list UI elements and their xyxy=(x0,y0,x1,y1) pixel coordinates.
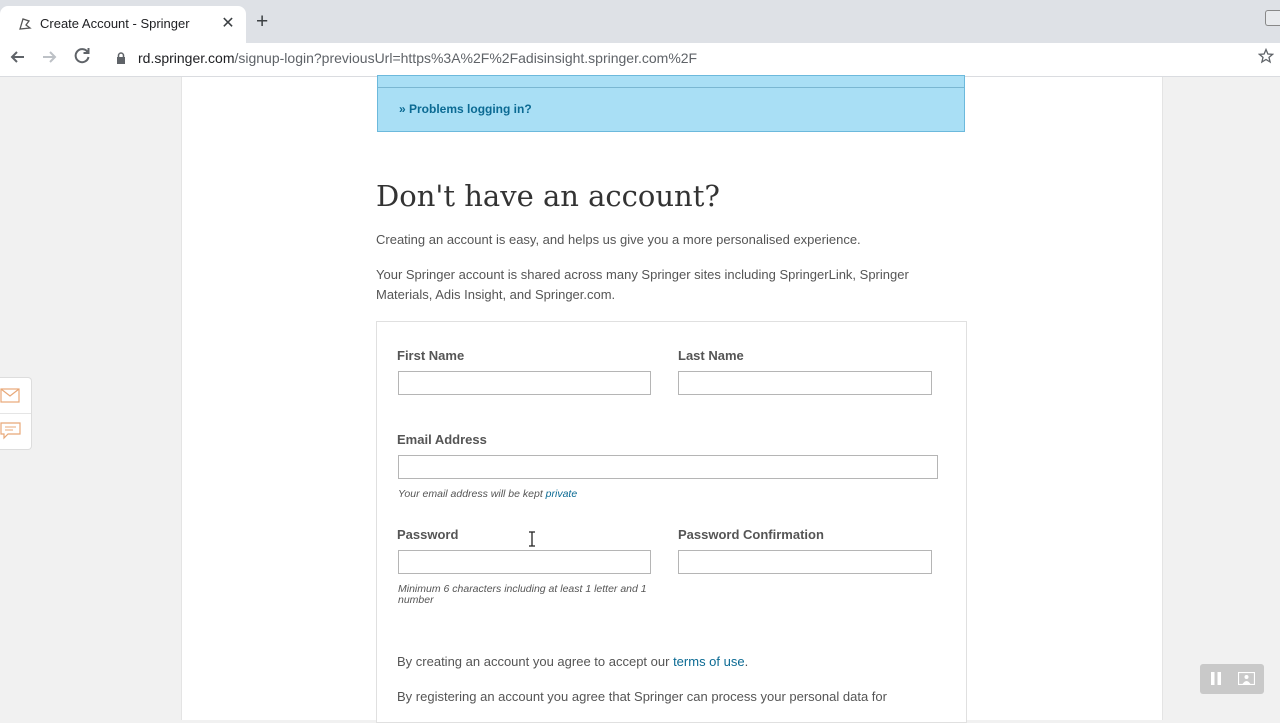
password-label: Password xyxy=(397,527,459,542)
browser-tab[interactable] xyxy=(0,6,246,43)
window-control-icon[interactable] xyxy=(1265,10,1280,26)
tab-close-button[interactable]: ✕ xyxy=(221,15,235,32)
email-label: Email Address xyxy=(397,432,487,447)
page-viewport xyxy=(0,77,1280,720)
mail-icon[interactable] xyxy=(0,388,22,404)
password-confirm-field[interactable] xyxy=(678,550,932,574)
reload-button[interactable] xyxy=(73,46,91,70)
password-field[interactable] xyxy=(398,550,651,574)
password-confirm-label: Password Confirmation xyxy=(678,527,824,542)
new-tab-button[interactable]: + xyxy=(256,10,269,33)
url-path: /signup-login?previousUrl=https%3A%2F%2Fadisinsight.springer.com%2F xyxy=(234,50,698,66)
text-cursor-icon xyxy=(528,531,536,547)
tab-strip xyxy=(0,0,1280,43)
arrow-left-icon xyxy=(9,48,27,66)
intro-text: Creating an account is easy, and helps us give you a more personalised experience. xyxy=(376,232,861,247)
password-hint: Minimum 6 characters including at least 1 letter and 1 number xyxy=(398,583,647,606)
back-button[interactable] xyxy=(9,48,27,69)
data-processing-notice: By registering an account you agree that Springer can process your personal data for xyxy=(397,689,887,704)
email-field[interactable] xyxy=(398,455,938,479)
last-name-field[interactable] xyxy=(678,371,932,395)
terms-suffix: . xyxy=(744,654,749,669)
help-box-divider xyxy=(378,87,964,88)
springer-favicon-icon xyxy=(17,16,33,32)
email-hint-text: Your email address will be kept xyxy=(398,488,546,500)
browser-toolbar xyxy=(0,43,1280,77)
terms-text xyxy=(397,654,748,669)
terms-of-use-link[interactable]: terms of use xyxy=(673,654,745,669)
tab-title: Create Account - Springer xyxy=(40,16,190,31)
arrow-right-icon xyxy=(40,48,58,66)
email-hint xyxy=(398,489,577,500)
lock-icon[interactable] xyxy=(116,52,126,64)
privacy-link[interactable]: private xyxy=(545,488,578,500)
first-name-field[interactable] xyxy=(398,371,651,395)
media-overlay-controls xyxy=(1200,664,1264,694)
star-icon xyxy=(1258,48,1274,64)
last-name-label: Last Name xyxy=(678,348,744,363)
pause-icon[interactable] xyxy=(1210,672,1222,685)
page-title: Don't have an account? xyxy=(376,179,720,213)
first-name-label: First Name xyxy=(397,348,465,363)
picture-in-picture-icon[interactable] xyxy=(1238,672,1255,685)
address-bar[interactable] xyxy=(138,50,697,66)
forward-button[interactable] xyxy=(40,48,58,69)
shared-account-text: Your Springer account is shared across many Springer sites including SpringerLink, Springer Materials, Adis Insight, and Springer.com. xyxy=(376,267,909,302)
login-help-box xyxy=(377,75,965,132)
reload-icon xyxy=(73,46,91,66)
widget-divider xyxy=(0,413,31,414)
url-host: rd.springer.com xyxy=(138,50,235,66)
problems-logging-in-link[interactable]: » Problems logging in? xyxy=(399,102,532,116)
bookmark-button[interactable] xyxy=(1258,48,1274,69)
terms-prefix: By creating an account you agree to accept our xyxy=(397,654,674,669)
chat-icon[interactable] xyxy=(0,422,22,440)
side-feedback-widget xyxy=(0,377,32,450)
